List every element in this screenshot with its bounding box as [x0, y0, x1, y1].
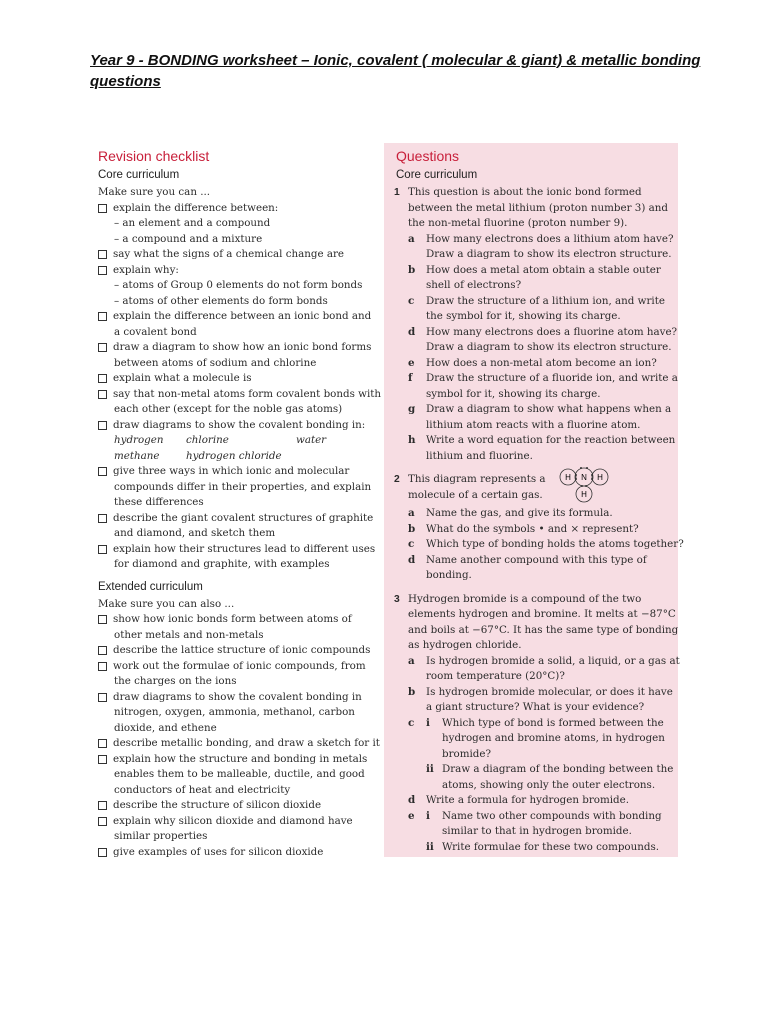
question-line: [394, 537, 684, 553]
question-text: atoms, showing only the outer electrons.: [442, 778, 656, 791]
checklist-item: [96, 612, 382, 628]
atom-label: H: [564, 473, 571, 482]
checklist-continuation: for diamond and graphite, with examples: [114, 558, 330, 570]
questions-heading: Questions: [396, 148, 460, 164]
checkbox-icon: [98, 739, 107, 748]
question-part-letter: g: [408, 403, 416, 415]
checkbox-icon: [98, 374, 107, 383]
atom-label: N: [580, 473, 587, 482]
question-part-letter: b: [408, 685, 416, 698]
checklist-item: [96, 659, 382, 675]
checklist-text: explain how their structures lead to different uses: [113, 542, 376, 555]
checkbox-icon: [98, 514, 107, 523]
checklist-continuation: nitrogen, oxygen, ammonia, methanol, carbon: [114, 706, 355, 718]
checklist-item: [96, 263, 382, 279]
question-line: [394, 433, 678, 449]
question-line: [394, 669, 678, 685]
checklist-subitem: – a compound and a mixture: [96, 232, 382, 248]
checkbox-icon: [98, 662, 107, 671]
checklist-continuation: other metals and non-metals: [114, 628, 264, 641]
checklist-continuation: each other (except for the noble gas atoms): [114, 403, 343, 415]
question-text: lithium and fluorine.: [426, 449, 533, 462]
checklist-text: explain the difference between:: [113, 201, 279, 214]
checkbox-icon: [98, 312, 107, 321]
checklist-text: work out the formulae of ionic compounds, from: [113, 659, 366, 672]
checklist-item: [96, 387, 382, 403]
checklist-continuation: compounds differ in their properties, and explain: [114, 480, 372, 493]
extended-intro: Make sure you can also ...: [98, 597, 235, 610]
question-subpart-numeral: ii: [426, 763, 434, 775]
question-line: [394, 216, 678, 232]
question-line: [394, 592, 678, 608]
question-line: [394, 201, 678, 217]
checklist-continuation: conductors of heat and electricity: [114, 783, 291, 796]
checkbox-icon: [98, 421, 107, 430]
worksheet-title: Year 9 - BONDING worksheet – Ionic, covalent ( molecular & giant) & metallic bonding questions: [90, 52, 701, 90]
question-part-letter: d: [408, 794, 416, 806]
question-line: [394, 506, 678, 522]
question-text: This diagram represents a: [408, 473, 546, 485]
checkbox-icon: [98, 801, 107, 810]
atom-label: H: [596, 473, 603, 482]
question-text: between the metal lithium (proton number 3) and: [408, 201, 668, 214]
checklist-text: give three ways in which ionic and molecular: [113, 465, 350, 477]
molecule-name: methane: [114, 449, 160, 462]
question-line: [394, 387, 678, 403]
question-line: [394, 185, 678, 201]
checkbox-icon: [98, 848, 107, 857]
question-line: [394, 553, 678, 569]
question-text: Draw a diagram of the bonding between the: [442, 763, 674, 775]
question-part-letter: f: [408, 372, 413, 384]
core-checklist: [96, 201, 382, 434]
question-part-letter: c: [408, 716, 415, 729]
checklist-text: draw diagrams to show the covalent bonding in:: [113, 418, 366, 431]
question-line: [394, 638, 678, 654]
question-text: Draw the structure of a fluoride ion, and write a: [426, 372, 678, 384]
question-text: Name another compound with this type of: [426, 553, 647, 566]
checklist-item: [96, 371, 382, 387]
question-text: Which type of bonding holds the atoms together?: [426, 538, 684, 550]
checklist-item: [96, 814, 382, 830]
checklist-item: [96, 309, 382, 325]
question-line: [394, 232, 678, 248]
question-text: molecule of a certain gas.: [408, 488, 543, 501]
checkbox-icon: [98, 646, 107, 655]
question-line: [394, 809, 678, 825]
question-number: 3: [394, 593, 400, 605]
question-part-letter: d: [408, 553, 416, 566]
checklist-item: [96, 798, 382, 814]
checkbox-icon: [98, 817, 107, 826]
checklist-text: say that non-metal atoms form covalent bonds with: [113, 387, 382, 400]
checklist-text: explain why:: [113, 263, 179, 276]
question-part-letter: b: [408, 522, 416, 535]
question-part-letter: d: [408, 325, 416, 338]
question-line: [394, 654, 678, 670]
question-line: [394, 402, 678, 418]
question-line: [394, 824, 678, 840]
question-text: a giant structure? What is your evidence?: [426, 701, 645, 713]
checklist-item: [96, 643, 382, 659]
checklist-continuation: similar properties: [114, 830, 208, 842]
question-text: bonding.: [426, 569, 472, 581]
molecule-name: water: [296, 434, 327, 446]
question-text: Draw a diagram to show its electron structure.: [426, 341, 672, 353]
question-line: [394, 623, 678, 639]
question-text: Draw a diagram to show its electron structure.: [426, 248, 672, 260]
molecule-name: hydrogen: [114, 434, 164, 446]
checklist-item: [96, 511, 382, 527]
question-text: Is hydrogen bromide a solid, a liquid, or a gas at: [426, 654, 680, 667]
revision-checklist: [96, 143, 382, 860]
question-part-letter: h: [408, 434, 416, 446]
checkbox-icon: [98, 467, 107, 476]
checkbox-icon: [98, 755, 107, 764]
checklist-text: draw diagrams to show the covalent bonding in: [113, 690, 362, 703]
question-line: [394, 700, 678, 716]
question-line: [394, 731, 678, 747]
question-text: How many electrons does a lithium atom have?: [426, 232, 674, 245]
checklist-item: [96, 752, 382, 768]
checkbox-icon: [98, 250, 107, 259]
question-line: [394, 356, 678, 372]
extended-checklist: [96, 612, 382, 860]
checkbox-icon: [98, 343, 107, 352]
checklist-continuation: the charges on the ions: [114, 675, 237, 687]
molecule-list-row: [96, 433, 382, 449]
questions-core-subheading: Core curriculum: [396, 169, 478, 181]
checkbox-icon: [98, 545, 107, 554]
question-text: Write a word equation for the reaction between: [426, 434, 676, 446]
question-text: as hydrogen chloride.: [408, 639, 522, 651]
question-text: elements hydrogen and bromine. It melts at −87°C: [408, 608, 676, 620]
molecule-name: chlorine: [186, 434, 229, 446]
checkbox-icon: [98, 204, 107, 213]
question-text: room temperature (20°C)?: [426, 670, 565, 682]
question-number: 2: [394, 474, 400, 485]
question-line: [394, 278, 678, 294]
checklist-item: [96, 690, 382, 706]
checklist-text: give examples of uses for silicon dioxide: [113, 845, 324, 858]
checklist-item: [96, 736, 382, 752]
question-line: [394, 371, 678, 387]
question-text: Name the gas, and give its formula.: [426, 507, 613, 519]
checklist-item: [96, 845, 382, 861]
extended-curriculum-subheading: Extended curriculum: [98, 580, 203, 593]
checklist-text: explain how the structure and bonding in metals: [113, 752, 368, 765]
checkbox-icon: [98, 266, 107, 275]
question-line: [394, 340, 678, 356]
question-subpart-numeral: i: [426, 809, 430, 822]
checklist-continuation: these differences: [114, 496, 204, 508]
checklist-item: [96, 340, 382, 356]
question-text: and boils at −67°C. It has the same type of bonding: [408, 623, 679, 636]
question-text: the non-metal fluorine (proton number 9).: [408, 217, 628, 229]
checklist-subitem: – atoms of other elements do form bonds: [96, 294, 382, 310]
question-3: [394, 592, 678, 856]
question-text: Write a formula for hydrogen bromide.: [426, 794, 629, 806]
question-text: shell of electrons?: [426, 279, 522, 291]
checklist-text: show how ionic bonds form between atoms of: [113, 613, 352, 625]
question-line: [394, 247, 678, 263]
question-text: How does a non-metal atom become an ion?: [426, 356, 657, 369]
checklist-text: describe the structure of silicon dioxide: [113, 799, 322, 811]
question-text: Write formulae for these two compounds.: [442, 840, 660, 853]
question-line: [394, 747, 678, 763]
molecule-list-row: [96, 449, 382, 465]
checklist-text: explain what a molecule is: [113, 372, 252, 384]
checkbox-icon: [98, 693, 107, 702]
checkbox-icon: [98, 615, 107, 624]
question-line: [394, 294, 678, 310]
ammonia-molecule-diagram: [554, 466, 616, 506]
checklist-continuation: and diamond, and sketch them: [114, 527, 276, 539]
question-part-letter: a: [408, 654, 415, 667]
question-subpart-numeral: ii: [426, 840, 434, 853]
question-line: [394, 522, 678, 538]
question-line: [394, 309, 678, 325]
question-line: [394, 685, 678, 701]
question-text: symbol for it, showing its charge.: [426, 387, 601, 400]
question-line: [394, 449, 678, 465]
checklist-item: [96, 542, 382, 558]
question-line: [394, 568, 678, 584]
question-text: What do the symbols • and × represent?: [426, 522, 639, 535]
question-part-letter: e: [408, 809, 415, 822]
question-text: This question is about the ionic bond formed: [408, 186, 642, 198]
question-text: Hydrogen bromide is a compound of the two: [408, 592, 642, 605]
question-line: [394, 325, 678, 341]
checklist-text: draw a diagram to show how an ionic bond forms: [113, 341, 372, 353]
question-part-letter: a: [408, 507, 415, 519]
question-line: [394, 840, 678, 856]
question-text: similar to that in hydrogen bromide.: [442, 825, 632, 837]
revision-checklist-heading: Revision checklist: [98, 148, 210, 164]
checkbox-icon: [98, 390, 107, 399]
molecule-name: hydrogen chloride: [186, 449, 282, 462]
core-intro: Make sure you can ...: [98, 186, 211, 198]
question-line: [394, 607, 678, 623]
question-text: Name two other compounds with bonding: [442, 809, 662, 822]
question-text: bromide?: [442, 747, 491, 760]
checklist-text: say what the signs of a chemical change are: [113, 248, 345, 260]
question-line: [394, 793, 678, 809]
question-text: hydrogen and bromine atoms, in hydrogen: [442, 732, 665, 744]
question-part-letter: c: [408, 538, 415, 550]
question-part-letter: b: [408, 263, 416, 276]
question-text: How does a metal atom obtain a stable outer: [426, 263, 661, 276]
checklist-continuation: between atoms of sodium and chlorine: [114, 356, 317, 369]
questions-panel: [384, 143, 684, 857]
checklist-continuation: enables them to be malleable, ductile, and good: [114, 768, 365, 780]
question-text: How many electrons does a fluorine atom have?: [426, 325, 678, 338]
question-line: [394, 762, 678, 778]
question-number: 1: [394, 187, 400, 198]
checklist-text: describe metallic bonding, and draw a sketch for it: [113, 737, 380, 749]
checklist-item: [96, 201, 382, 217]
question-part-letter: e: [408, 356, 415, 369]
question-line: [394, 263, 678, 279]
checklist-text: explain the difference between an ionic bond and: [113, 310, 372, 322]
question-1: [394, 185, 678, 464]
question-2-parts: [394, 506, 684, 584]
question-text: Is hydrogen bromide molecular, or does it have: [426, 685, 673, 698]
question-text: Draw the structure of a lithium ion, and write: [426, 294, 665, 307]
question-part-letter: c: [408, 294, 415, 307]
question-text: lithium atom reacts with a fluorine atom.: [426, 418, 641, 431]
question-2-stem: [394, 472, 678, 506]
core-curriculum-subheading: Core curriculum: [98, 169, 180, 181]
checklist-text: describe the lattice structure of ionic compounds: [113, 644, 371, 656]
question-subpart-numeral: i: [426, 716, 430, 729]
checklist-subitem: – atoms of Group 0 elements do not form bonds: [96, 278, 382, 294]
question-line: [394, 778, 678, 794]
atom-label: H: [580, 490, 587, 499]
core-checklist-continued: [96, 464, 382, 573]
checklist-subitem: – an element and a compound: [96, 216, 382, 232]
question-line: [394, 418, 678, 434]
question-line: [394, 716, 678, 732]
question-text: Draw a diagram to show what happens when a: [426, 403, 672, 415]
question-text: Which type of bond is formed between the: [442, 716, 664, 729]
checklist-item: [96, 247, 382, 263]
checklist-text: explain why silicon dioxide and diamond have: [113, 814, 353, 827]
checklist-item: [96, 418, 382, 434]
checklist-continuation: dioxide, and ethene: [114, 721, 217, 734]
checklist-item: [96, 464, 382, 480]
checklist-text: describe the giant covalent structures of graphite: [113, 511, 374, 524]
question-text: the symbol for it, showing its charge.: [426, 310, 621, 322]
question-part-letter: a: [408, 232, 415, 245]
checklist-continuation: a covalent bond: [114, 325, 197, 338]
